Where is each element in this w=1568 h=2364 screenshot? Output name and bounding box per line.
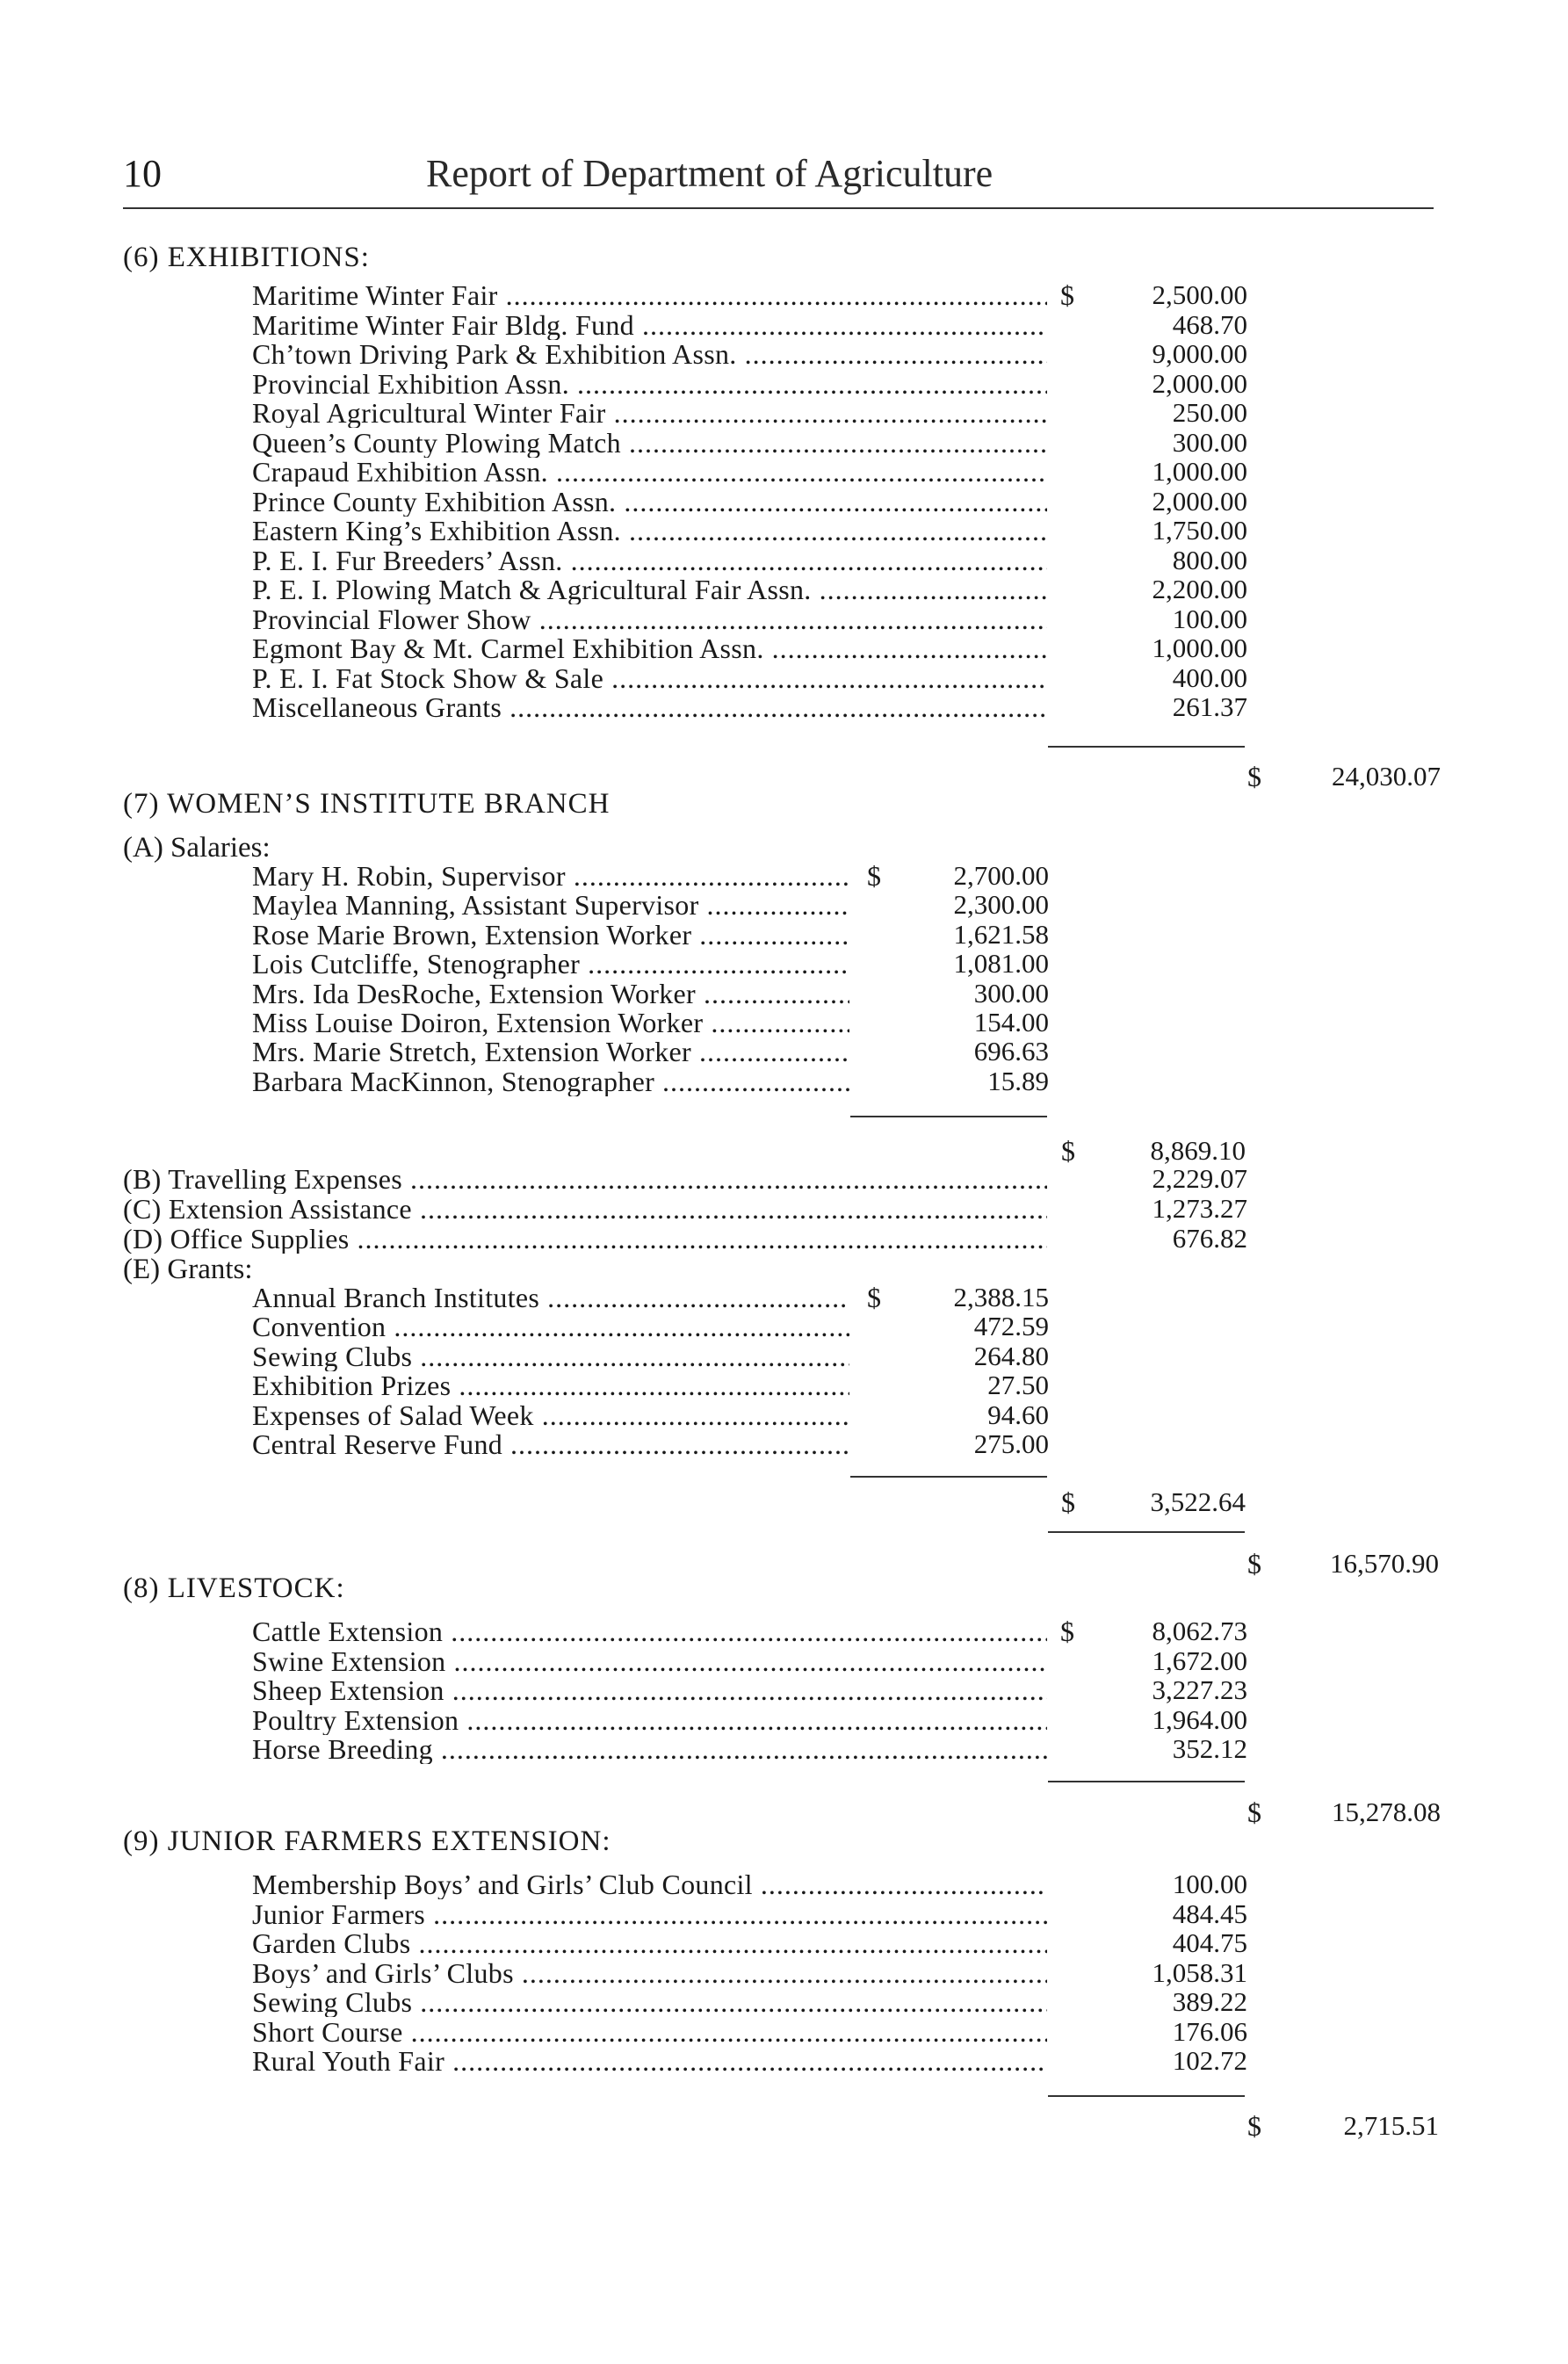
- row-label: Membership Boys’ and Girls’ Club Council .....: [252, 1869, 1047, 1899]
- row-amount: 2,300.00: [953, 889, 1049, 921]
- grant-row: [252, 1370, 1049, 1400]
- currency-sign: $: [1060, 1616, 1074, 1647]
- row-label: Sewing Clubs .....: [252, 1341, 849, 1371]
- grant-row: [252, 1312, 1049, 1341]
- grant-row: [252, 1400, 1049, 1430]
- row-label: Sewing Clubs .....: [252, 1987, 1047, 2017]
- salary-row: [252, 1008, 1049, 1037]
- section-heading-womens-institute: (7) WOMEN’S INSTITUTE BRANCH: [123, 788, 611, 820]
- row-amount: 264.80: [973, 1340, 1049, 1371]
- junior-farmers-row: [252, 1869, 1247, 1899]
- exhibitions-total: [1247, 761, 1441, 792]
- row-label: Annual Branch Institutes .....: [252, 1283, 849, 1312]
- row-label: Ch’town Driving Park & Exhibition Assn. .....: [252, 339, 1047, 369]
- section-heading-exhibitions: (6) EXHIBITIONS:: [123, 242, 370, 273]
- row-amount: 1,058.31: [1152, 1956, 1247, 1988]
- row-amount: 100.00: [1172, 1869, 1247, 1899]
- row-label: P. E. I. Plowing Match & Agricultural Fair Assn. .....: [252, 575, 1047, 604]
- row-amount: 676.82: [1172, 1223, 1247, 1254]
- grant-row: [252, 1429, 1049, 1459]
- row-amount: 696.63: [973, 1036, 1049, 1067]
- currency-sign: $: [1247, 1796, 1261, 1828]
- row-amount: 400.00: [1172, 661, 1247, 693]
- row-amount: 9,000.00: [1152, 338, 1247, 369]
- row-amount: 27.50: [987, 1370, 1049, 1401]
- row-label: Prince County Exhibition Assn. .....: [252, 487, 1047, 517]
- row-label: P. E. I. Fur Breeders’ Assn. .....: [252, 546, 1047, 575]
- salaries-subtotal-rule: [850, 1116, 1047, 1117]
- row-amount: 468.70: [1172, 308, 1247, 340]
- row-label: Swine Extension .....: [252, 1646, 1047, 1676]
- row-extension-assistance: [123, 1194, 1247, 1224]
- row-amount: 1,672.00: [1152, 1645, 1247, 1676]
- exhibition-row: [252, 604, 1247, 634]
- exhibition-row: [252, 633, 1247, 663]
- row-label: Egmont Bay & Mt. Carmel Exhibition Assn. .....: [252, 633, 1047, 663]
- row-label: Eastern King’s Exhibition Assn. .....: [252, 516, 1047, 546]
- row-amount: 176.06: [1172, 2015, 1247, 2047]
- livestock-total-amount: 15,278.08: [1332, 1796, 1441, 1827]
- row-label: Rural Youth Fair .....: [252, 2046, 1047, 2076]
- row-amount: 2,700.00: [953, 860, 1049, 891]
- exhibition-row: [252, 516, 1247, 546]
- salaries-total: [1061, 1135, 1246, 1167]
- livestock-row: [252, 1705, 1247, 1735]
- row-amount: 2,388.15: [953, 1282, 1049, 1312]
- salary-row: [252, 1037, 1049, 1066]
- header-rule: [123, 207, 1434, 209]
- row-label: Exhibition Prizes .....: [252, 1370, 849, 1400]
- womens-institute-subtotal-rule: [1048, 1531, 1245, 1533]
- row-amount: 352.12: [1172, 1733, 1247, 1764]
- exhibition-row: [252, 280, 1247, 310]
- row-label: Garden Clubs .....: [252, 1928, 1047, 1958]
- currency-sign: $: [1061, 1486, 1075, 1518]
- junior-farmers-row: [252, 1958, 1247, 1988]
- row-label: (D) Office Supplies .....: [123, 1224, 1047, 1254]
- row-amount: 275.00: [973, 1428, 1049, 1459]
- row-amount: 1,000.00: [1152, 456, 1247, 487]
- row-amount: 300.00: [973, 977, 1049, 1008]
- row-amount: 154.00: [973, 1007, 1049, 1037]
- row-amount: 102.72: [1172, 2045, 1247, 2076]
- salaries-total-amount: 8,869.10: [1150, 1135, 1246, 1166]
- row-label: Central Reserve Fund .....: [252, 1429, 849, 1459]
- grant-row: [252, 1283, 1049, 1312]
- exhibition-row: [252, 546, 1247, 575]
- exhibitions-total-amount: 24,030.07: [1332, 761, 1441, 792]
- row-label: Short Course .....: [252, 2017, 1047, 2047]
- junior-farmers-total-amount: 2,715.51: [1343, 2110, 1439, 2141]
- row-label: Maritime Winter Fair .....: [252, 280, 1047, 310]
- row-amount: 389.22: [1172, 1986, 1247, 2017]
- currency-sign: $: [867, 1282, 881, 1313]
- grants-total-amount: 3,522.64: [1150, 1486, 1246, 1517]
- livestock-row: [252, 1734, 1247, 1764]
- junior-farmers-row: [252, 1928, 1247, 1958]
- row-amount: 15.89: [987, 1065, 1049, 1096]
- junior-farmers-total: [1247, 2110, 1439, 2142]
- junior-farmers-row: [252, 1987, 1247, 2017]
- row-label: Miscellaneous Grants .....: [252, 692, 1047, 722]
- junior-farmers-row: [252, 2046, 1247, 2076]
- row-label: Cattle Extension .....: [252, 1616, 1047, 1646]
- row-label: Boys’ and Girls’ Clubs .....: [252, 1958, 1047, 1988]
- row-label: Miss Louise Doiron, Extension Worker .....: [252, 1008, 849, 1037]
- row-amount: 800.00: [1172, 544, 1247, 575]
- row-label: Queen’s County Plowing Match .....: [252, 428, 1047, 458]
- grants-total: [1061, 1486, 1246, 1518]
- livestock-row: [252, 1675, 1247, 1705]
- livestock-subtotal-rule: [1048, 1781, 1245, 1782]
- livestock-total: [1247, 1796, 1441, 1828]
- running-title: Report of Department of Agriculture: [426, 152, 994, 195]
- row-amount: 261.37: [1172, 691, 1247, 722]
- row-label: Lois Cutcliffe, Stenographer .....: [252, 949, 849, 979]
- currency-sign: $: [1247, 761, 1261, 792]
- row-label: Expenses of Salad Week .....: [252, 1400, 849, 1430]
- exhibition-row: [252, 369, 1247, 399]
- subheading-salaries: (A) Salaries:: [123, 832, 271, 864]
- exhibition-row: [252, 663, 1247, 693]
- exhibition-row: [252, 692, 1247, 722]
- row-amount: 484.45: [1172, 1898, 1247, 1929]
- row-label: Rose Marie Brown, Extension Worker .....: [252, 920, 849, 950]
- row-amount: 1,273.27: [1152, 1193, 1247, 1224]
- row-label: Maritime Winter Fair Bldg. Fund .....: [252, 310, 1047, 340]
- row-label: Mary H. Robin, Supervisor .....: [252, 861, 849, 891]
- exhibition-row: [252, 487, 1247, 517]
- row-amount: 1,000.00: [1152, 633, 1247, 663]
- row-amount: 94.60: [987, 1399, 1049, 1430]
- junior-farmers-row: [252, 2017, 1247, 2047]
- exhibition-row: [252, 575, 1247, 604]
- salary-row: [252, 979, 1049, 1008]
- currency-sign: $: [1061, 1135, 1075, 1167]
- row-amount: 2,000.00: [1152, 367, 1247, 399]
- womens-institute-total: [1247, 1548, 1439, 1580]
- row-amount: 2,500.00: [1152, 279, 1247, 310]
- salary-row: [252, 920, 1049, 950]
- section-heading-junior-farmers: (9) JUNIOR FARMERS EXTENSION:: [123, 1825, 611, 1857]
- row-label: Maylea Manning, Assistant Supervisor .....: [252, 890, 849, 920]
- row-label: Sheep Extension .....: [252, 1675, 1047, 1705]
- row-amount: 100.00: [1172, 603, 1247, 634]
- row-label: Mrs. Marie Stretch, Extension Worker .....: [252, 1037, 849, 1066]
- row-label: Junior Farmers .....: [252, 1899, 1047, 1929]
- row-label: Convention .....: [252, 1312, 849, 1341]
- row-label: (C) Extension Assistance .....: [123, 1194, 1047, 1224]
- row-amount: 250.00: [1172, 397, 1247, 428]
- row-label: Royal Agricultural Winter Fair .....: [252, 398, 1047, 428]
- row-label: (B) Travelling Expenses .....: [123, 1164, 1047, 1194]
- row-label: Barbara MacKinnon, Stenographer .....: [252, 1066, 849, 1096]
- salary-row: [252, 1066, 1049, 1096]
- row-amount: 2,200.00: [1152, 574, 1247, 604]
- currency-sign: $: [867, 860, 881, 892]
- grant-row: [252, 1341, 1049, 1371]
- salary-row: [252, 949, 1049, 979]
- section-heading-livestock: (8) LIVESTOCK:: [123, 1572, 345, 1604]
- livestock-row: [252, 1646, 1247, 1676]
- row-label: Provincial Flower Show .....: [252, 604, 1047, 634]
- row-amount: 300.00: [1172, 426, 1247, 458]
- exhibitions-subtotal-rule: [1048, 746, 1245, 748]
- salary-row: [252, 861, 1049, 891]
- junior-farmers-subtotal-rule: [1048, 2095, 1245, 2097]
- row-amount: 472.59: [973, 1311, 1049, 1342]
- grants-subtotal-rule: [850, 1476, 1047, 1478]
- row-amount: 1,621.58: [953, 918, 1049, 950]
- womens-institute-total-amount: 16,570.90: [1330, 1548, 1439, 1579]
- row-amount: 2,229.07: [1152, 1163, 1247, 1194]
- subheading-grants: (E) Grants:: [123, 1254, 253, 1285]
- row-travelling-expenses: [123, 1164, 1247, 1194]
- exhibition-row: [252, 428, 1247, 458]
- currency-sign: $: [1247, 2110, 1261, 2142]
- row-amount: 2,000.00: [1152, 485, 1247, 517]
- row-amount: 1,081.00: [953, 948, 1049, 980]
- row-label: Poultry Extension .....: [252, 1705, 1047, 1735]
- exhibition-row: [252, 310, 1247, 340]
- row-label: Provincial Exhibition Assn. .....: [252, 369, 1047, 399]
- livestock-row: [252, 1616, 1247, 1646]
- row-amount: 8,062.73: [1152, 1616, 1247, 1646]
- row-office-supplies: [123, 1224, 1247, 1254]
- exhibition-row: [252, 457, 1247, 487]
- row-amount: 1,964.00: [1152, 1703, 1247, 1735]
- row-label: P. E. I. Fat Stock Show & Sale .....: [252, 663, 1047, 693]
- row-amount: 3,227.23: [1152, 1674, 1247, 1705]
- junior-farmers-row: [252, 1899, 1247, 1929]
- row-label: Horse Breeding .....: [252, 1734, 1047, 1764]
- row-amount: 404.75: [1172, 1927, 1247, 1958]
- exhibition-row: [252, 339, 1247, 369]
- page-header: [123, 151, 1432, 204]
- currency-sign: $: [1247, 1548, 1261, 1580]
- row-label: Crapaud Exhibition Assn. .....: [252, 457, 1047, 487]
- currency-sign: $: [1060, 279, 1074, 311]
- page-number: 10: [123, 152, 162, 195]
- salary-row: [252, 890, 1049, 920]
- row-label: Mrs. Ida DesRoche, Extension Worker .....: [252, 979, 849, 1008]
- exhibition-row: [252, 398, 1247, 428]
- row-amount: 1,750.00: [1152, 515, 1247, 546]
